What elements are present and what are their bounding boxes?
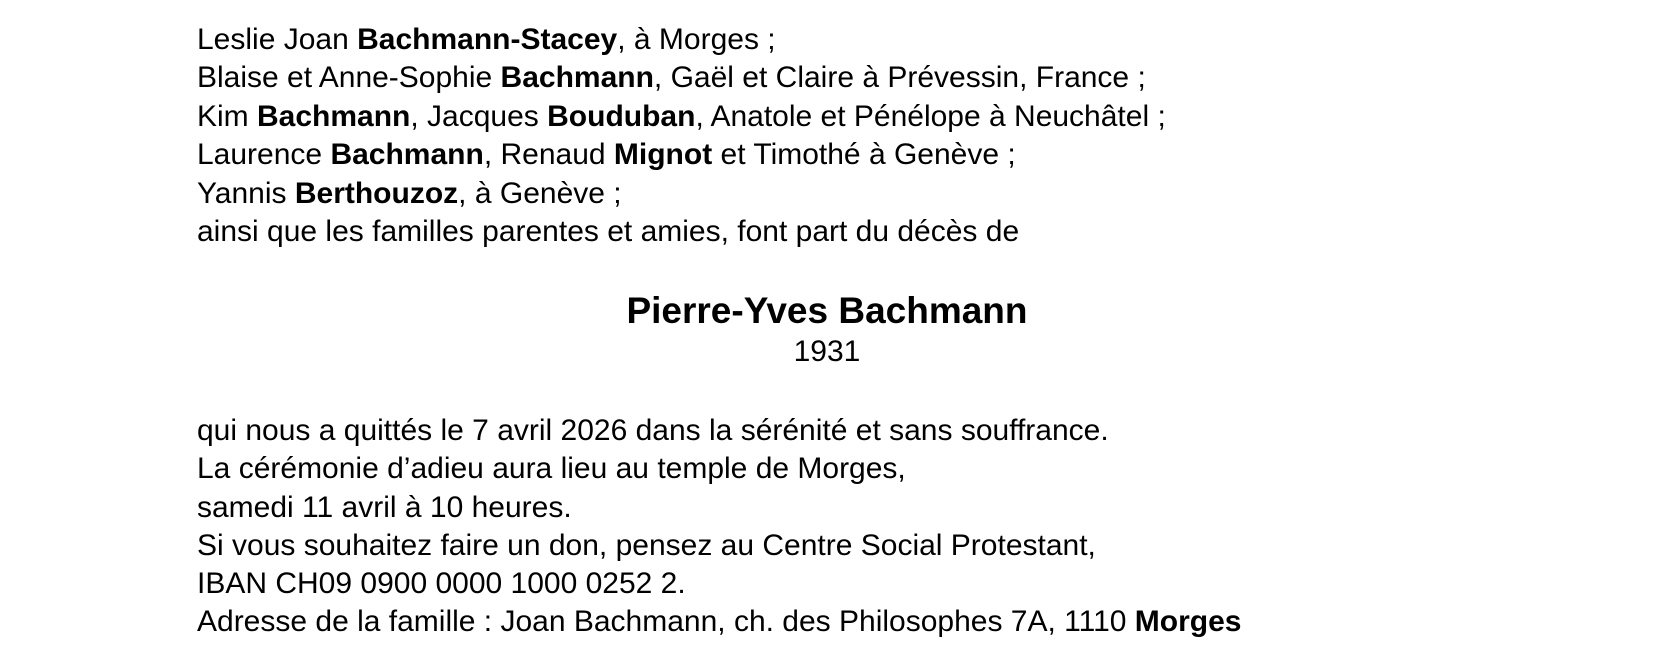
text-segment: , Gaël et Claire à Prévessin, France ;: [653, 61, 1146, 95]
family-line: [197, 175, 1166, 213]
family-line: [197, 136, 1166, 174]
text-segment: Kim: [197, 99, 257, 133]
text-segment: et Timothé à Genève ;: [712, 138, 1016, 172]
text-segment: , Renaud: [483, 138, 614, 172]
detail-line: [197, 603, 1241, 641]
text-segment: Adresse de la famille : Joan Bachmann, ch. des Philosophes 7A, 1110: [197, 605, 1135, 639]
family-line: [197, 98, 1166, 136]
text-segment: , Anatole et Pénélope à Neuchâtel ;: [695, 99, 1166, 133]
text-segment: Yannis: [197, 176, 295, 210]
deceased-block: [0, 290, 1654, 372]
deceased-birth-year: 1931: [793, 335, 861, 368]
bold-name-segment: Bachmann: [330, 138, 484, 172]
bold-name-segment: Berthouzoz: [294, 176, 459, 210]
text-segment: qui nous a quittés le 7 avril 2026 dans la sérénité et sans souffrance.: [197, 414, 1109, 447]
text-segment: , à Morges ;: [617, 23, 776, 56]
detail-line: [197, 527, 1241, 565]
text-segment: Laurence: [197, 138, 331, 172]
text-segment: , Jacques: [410, 99, 548, 133]
detail-line: [197, 450, 1241, 488]
bold-name-segment: Morges: [1134, 605, 1242, 639]
deceased-name: Pierre-Yves Bachmann: [626, 290, 1028, 331]
detail-line: [197, 412, 1241, 450]
text-segment: Si vous souhaitez faire un don, pensez au Centre Social Protestant,: [197, 528, 1096, 562]
text-segment: Leslie Joan: [197, 23, 358, 56]
text-segment: ainsi que les familles parentes et amies, font part du décès de: [197, 215, 1020, 249]
text-segment: La cérémonie d’adieu aura lieu au temple de Morges,: [197, 452, 906, 486]
text-segment: Blaise et Anne-Sophie: [197, 61, 501, 95]
text-segment: samedi 11 avril à 10 heures.: [197, 490, 572, 524]
detail-line: [197, 565, 1241, 603]
ceremony-details: [197, 412, 1241, 642]
bold-name-segment: Bachmann-Stacey: [357, 23, 618, 56]
bold-name-segment: Bouduban: [547, 99, 696, 133]
text-segment: IBAN CH09 0900 0000 1000 0252 2.: [197, 567, 686, 601]
detail-line: [197, 489, 1241, 527]
family-line: [197, 213, 1166, 251]
family-line: [197, 21, 1166, 59]
bold-name-segment: Bachmann: [500, 61, 654, 95]
bold-name-segment: Bachmann: [257, 99, 411, 133]
family-line: [197, 59, 1166, 97]
family-list: [197, 21, 1166, 251]
text-segment: , à Genève ;: [458, 176, 622, 210]
bold-name-segment: Mignot: [613, 138, 713, 172]
